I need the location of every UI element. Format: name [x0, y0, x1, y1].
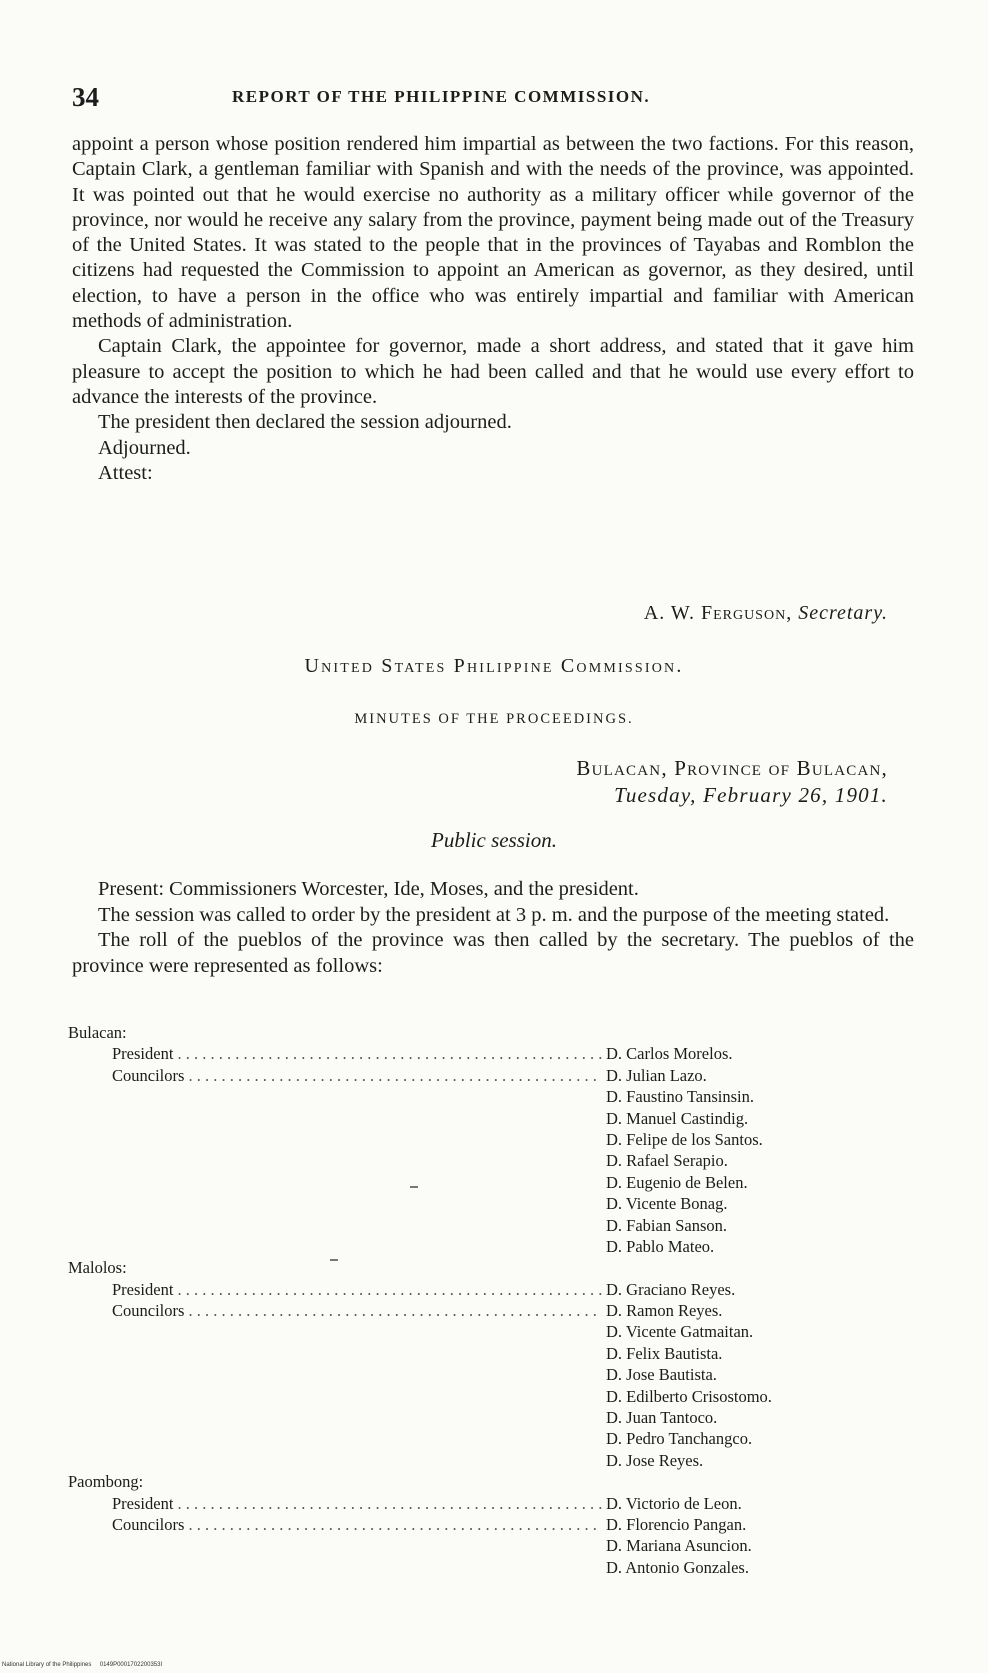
attest-line: Attest: [98, 461, 153, 484]
scan-footer [2, 1662, 162, 1668]
signatory-title: Secretary. [798, 602, 888, 624]
president-label: President . . . [112, 1043, 662, 1064]
councilor-name: D. Vicente Bonag. [602, 1193, 728, 1214]
councilor-name: D. Antonio Gonzales. [602, 1557, 749, 1578]
signatory-name: A. W. Ferguson, [643, 602, 793, 624]
councilor-name: D. Pedro Tanchangco. [602, 1428, 752, 1449]
stray-mark [330, 1259, 338, 1261]
councilor-name: D. Rafael Serapio. [602, 1150, 728, 1171]
councilor-name: D. Florencio Pangan. [602, 1514, 746, 1535]
president-label: President . . . [112, 1493, 662, 1514]
running-head: REPORT OF THE PHILIPPINE COMMISSION. [232, 87, 651, 106]
footer-credit: National Library of the Philippines [2, 1662, 92, 1668]
councilor-name: D. Vicente Gatmaitan. [602, 1321, 753, 1342]
councilors-label: Councilors . . . [112, 1514, 662, 1535]
call-to-order-paragraph: The session was called to order by the president at 3 p. m. and the purpose of the meeting stated. [98, 903, 890, 926]
president-label: President . . . [112, 1279, 662, 1300]
councilor-name: D. Edilberto Crisostomo. [602, 1386, 772, 1407]
councilor-row [68, 1065, 868, 1086]
paragraph-clark-address: Captain Clark, the appointee for governor, made a short address, and stated that it gave him pleasure to accept the position to which he had been called and that he would use every effort to advance the interests of the province. [72, 335, 914, 408]
secretary-signature [644, 602, 888, 625]
paragraph-governor-appointment: appoint a person whose position rendered him impartial as between the two factions. For this reason, Captain Clark, a gentleman familiar with Spanish and with the needs of the province, was appointed. It was pointed out that he would exercise no authority as a military officer while governor of the province, nor would he receive any salary from the province, payment being made out of the Treasury of the United States. It was stated to the people that in the provinces of Tayabas and Romblon the citizens had requested the Commission to appoint an American as governor, as they desired, until election, to have a person in the office who was entirely impartial and familiar with American methods of administration. [72, 133, 914, 333]
councilor-name: D. Fabian Sanson. [602, 1215, 727, 1236]
councilor-name: D. Faustino Tansinsin. [602, 1086, 754, 1107]
session-type: Public session. [431, 828, 557, 852]
pueblo-paombong [68, 1471, 868, 1578]
councilor-name: D. Ramon Reyes. [602, 1300, 722, 1321]
councilor-name: D. Eugenio de Belen. [602, 1172, 748, 1193]
councilor-name: D. Felix Bautista. [602, 1343, 722, 1364]
councilor-name: D. Jose Reyes. [602, 1450, 703, 1471]
pueblo-malolos [68, 1257, 868, 1471]
pueblo-label: Paombong: [68, 1472, 144, 1492]
president-row [68, 1043, 868, 1064]
page-number: 34 [72, 82, 99, 112]
councilor-name: D. Julian Lazo. [602, 1065, 707, 1086]
president-name: D. Carlos Morelos. [602, 1043, 733, 1064]
councilor-name: D. Manuel Castindig. [602, 1108, 748, 1129]
paragraph-adjournment: The president then declared the session adjourned. [98, 411, 512, 434]
roll-call-paragraph: The roll of the pueblos of the province was then called by the secretary. The pueblos of the province were represented as follows: [72, 929, 914, 977]
councilor-row [68, 1300, 868, 1321]
commission-heading: United States Philippine Commission. [304, 655, 684, 677]
session-place: Bulacan, Province of Bulacan, [576, 756, 888, 780]
councilor-name: D. Mariana Asuncion. [602, 1535, 752, 1556]
pueblo-label: Malolos: [68, 1258, 127, 1278]
councilor-name: D. Jose Bautista. [602, 1364, 717, 1385]
councilor-name: D. Pablo Mateo. [602, 1236, 714, 1257]
pueblo-label: Bulacan: [68, 1023, 127, 1042]
minutes-heading: MINUTES OF THE PROCEEDINGS. [354, 711, 634, 727]
stray-mark [410, 1186, 418, 1188]
councilor-name: D. Felipe de los Santos. [602, 1129, 763, 1150]
footer-id: 0149P0001702200353I [99, 1662, 163, 1668]
session-place-date [576, 755, 888, 809]
councilor-name: D. Juan Tantoco. [602, 1407, 717, 1428]
pueblo-roster [68, 1022, 868, 1578]
adjourned-line: Adjourned. [98, 436, 191, 459]
minutes-body [72, 877, 914, 979]
president-row [68, 1493, 868, 1514]
page-header [72, 82, 912, 114]
president-row [68, 1279, 868, 1300]
president-name: D. Victorio de Leon. [602, 1493, 742, 1514]
councilors-label: Councilors . . . [112, 1300, 662, 1321]
pueblo-bulacan [68, 1022, 868, 1257]
session-date: Tuesday, February 26, 1901. [614, 783, 888, 807]
councilors-label: Councilors . . . [112, 1065, 662, 1086]
report-body [72, 132, 914, 486]
councilor-row [68, 1514, 868, 1535]
president-name: D. Graciano Reyes. [602, 1279, 735, 1300]
present-paragraph: Present: Commissioners Worcester, Ide, Moses, and the president. [98, 878, 639, 900]
